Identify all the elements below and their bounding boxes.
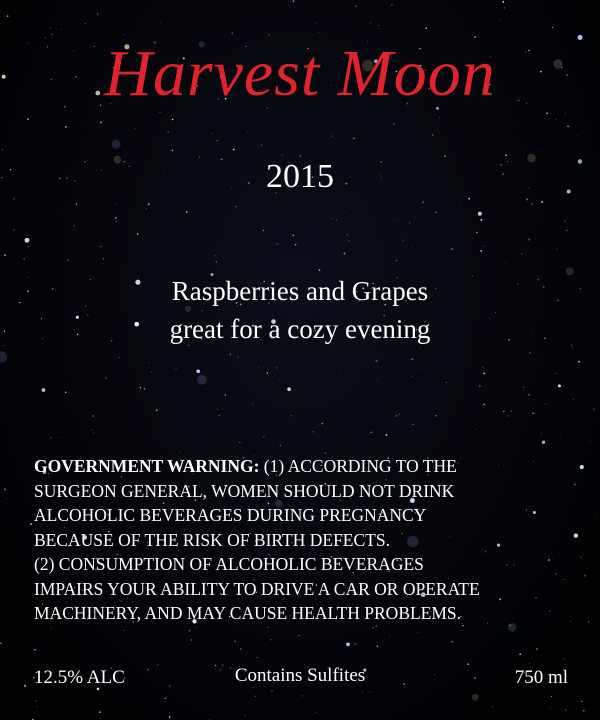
star (172, 150, 174, 152)
warning-line-6: IMPAIRS YOUR ABILITY TO DRIVE A CAR OR OPERATE (34, 578, 480, 599)
star (574, 533, 578, 537)
star (394, 220, 395, 221)
star (492, 706, 493, 707)
star (7, 15, 8, 16)
star (378, 25, 379, 26)
star (566, 230, 568, 232)
star (411, 246, 412, 247)
star (578, 361, 580, 363)
star (213, 419, 214, 420)
star (298, 635, 299, 636)
star (161, 22, 162, 23)
star (151, 371, 152, 372)
star (140, 387, 141, 388)
star (377, 381, 378, 382)
star (85, 23, 86, 24)
star (252, 404, 253, 405)
star (144, 388, 145, 389)
star (233, 149, 235, 151)
star (268, 627, 269, 628)
star (100, 246, 102, 248)
star (239, 442, 240, 443)
warning-text-1: (1) ACCORDING TO THE (259, 456, 457, 476)
star (385, 434, 387, 436)
star (277, 243, 278, 244)
star (475, 429, 476, 430)
star (50, 437, 52, 439)
star (225, 394, 226, 395)
star (28, 246, 29, 247)
star (451, 641, 453, 643)
star (270, 639, 271, 640)
star (476, 232, 478, 234)
star (402, 240, 403, 241)
star (34, 649, 36, 651)
star-glow (472, 694, 479, 701)
star (215, 255, 216, 256)
star (528, 394, 530, 396)
star (564, 220, 565, 221)
star (293, 0, 295, 2)
star (580, 465, 584, 469)
star (564, 658, 565, 659)
star (258, 367, 259, 368)
star (593, 409, 594, 410)
star (588, 621, 589, 622)
star (100, 121, 102, 123)
star (446, 382, 447, 383)
star (35, 700, 37, 702)
warning-line-1 (34, 454, 574, 479)
star (439, 117, 440, 118)
star (369, 691, 370, 692)
star (370, 22, 371, 23)
star (486, 117, 487, 118)
star (189, 630, 190, 631)
star (240, 648, 242, 650)
star (99, 711, 101, 713)
star (417, 632, 418, 633)
star (483, 246, 484, 247)
star (345, 211, 346, 212)
star (482, 367, 483, 368)
star (217, 140, 218, 141)
star (74, 225, 75, 226)
star (354, 643, 355, 644)
star (504, 7, 505, 8)
star (577, 135, 578, 136)
star (23, 258, 25, 260)
tagline-line-1: Raspberries and Grapes (171, 276, 429, 306)
star (4, 254, 6, 256)
star (479, 385, 480, 386)
star (395, 415, 397, 417)
star (186, 211, 188, 213)
star (500, 20, 501, 21)
star (42, 388, 46, 392)
star (255, 696, 256, 697)
star (502, 1, 504, 3)
star (172, 712, 173, 713)
star (376, 360, 378, 362)
star (93, 433, 94, 434)
star (508, 415, 509, 416)
star (65, 126, 67, 128)
star (230, 354, 232, 356)
warning-line-7: MACHINERY, AND MAY CAUSE HEALTH PROBLEMS. (34, 603, 462, 623)
star (267, 372, 268, 373)
star (331, 136, 332, 137)
star (13, 229, 15, 231)
star (346, 643, 350, 647)
star (519, 653, 521, 655)
star (556, 249, 557, 250)
star (435, 212, 437, 214)
star (219, 415, 220, 416)
star (116, 220, 117, 221)
star (92, 429, 93, 430)
star (483, 372, 485, 374)
star (347, 234, 349, 236)
star (50, 28, 51, 29)
star (65, 392, 67, 394)
star (542, 441, 545, 444)
star (532, 412, 534, 414)
star (480, 219, 482, 221)
star (51, 627, 52, 628)
star (2, 149, 3, 150)
star (550, 707, 551, 708)
star-glow (0, 351, 7, 362)
star (330, 350, 331, 351)
star (293, 235, 295, 237)
star (58, 437, 59, 438)
star (344, 253, 346, 255)
star (521, 253, 522, 254)
star (215, 428, 216, 429)
star (148, 203, 150, 205)
star (103, 258, 104, 259)
star (216, 261, 217, 262)
warning-line-3: ALCOHOLIC BEVERAGES DURING PREGNANCY (34, 505, 427, 525)
star (510, 410, 512, 412)
star (115, 217, 117, 219)
star (61, 29, 62, 30)
star (556, 373, 557, 374)
star (271, 690, 272, 691)
star (541, 150, 542, 151)
star (558, 384, 561, 387)
star (370, 432, 372, 434)
star (301, 695, 302, 696)
vintage-year: 2015 (266, 158, 334, 195)
star (412, 424, 413, 425)
government-warning (34, 454, 574, 626)
star (276, 367, 277, 368)
star (295, 244, 297, 246)
star (574, 484, 576, 486)
star (573, 399, 574, 400)
star (422, 201, 423, 202)
star (319, 269, 321, 271)
star (263, 230, 264, 231)
star (432, 134, 433, 135)
star (541, 201, 543, 203)
star (37, 707, 38, 708)
star (245, 715, 246, 716)
tagline (0, 272, 600, 348)
star (581, 701, 582, 702)
star (421, 368, 422, 369)
star (135, 128, 136, 129)
star (451, 248, 452, 249)
star (596, 514, 597, 515)
star (176, 369, 177, 370)
star (7, 498, 8, 499)
star (332, 218, 333, 219)
star (172, 119, 174, 121)
star (261, 144, 263, 146)
star (529, 352, 531, 354)
star (536, 648, 538, 650)
star (92, 415, 94, 417)
star (545, 403, 546, 404)
star (236, 206, 237, 207)
star (137, 233, 139, 235)
star (196, 627, 197, 628)
star (287, 387, 291, 391)
star (256, 657, 257, 658)
star (165, 698, 166, 699)
star (590, 441, 591, 442)
star (149, 362, 150, 363)
star (532, 127, 533, 128)
star (284, 260, 285, 261)
star (567, 125, 569, 127)
star (67, 259, 69, 261)
wine-title: Harvest Moon (104, 37, 496, 110)
star (316, 712, 317, 713)
star (4, 488, 6, 490)
star (280, 445, 282, 447)
star (560, 437, 561, 438)
star (169, 716, 171, 718)
warning-line-5: (2) CONSUMPTION OF ALCOHOLIC BEVERAGES (34, 554, 424, 574)
star (191, 639, 193, 641)
warning-line-4: BECAUSE OF THE RISK OF BIRTH DEFECTS. (34, 529, 390, 550)
star (291, 415, 293, 417)
star (503, 411, 504, 412)
star (555, 119, 556, 120)
star (396, 260, 397, 261)
star (235, 641, 236, 642)
star (180, 452, 181, 453)
star (459, 203, 460, 204)
star (435, 415, 437, 417)
star (378, 432, 379, 433)
star (217, 409, 218, 410)
star (523, 387, 524, 388)
star (412, 376, 413, 377)
star (399, 414, 400, 415)
star (146, 208, 147, 209)
star (85, 6, 86, 7)
star (551, 696, 552, 697)
star (247, 132, 248, 133)
star (124, 630, 125, 631)
star (156, 409, 158, 411)
star (565, 709, 566, 710)
alcohol-content: 12.5% ALC (34, 667, 125, 688)
star (0, 642, 1, 643)
star (105, 377, 107, 379)
star (119, 357, 120, 358)
star (552, 27, 553, 28)
warning-heading: GOVERNMENT WARNING: (34, 456, 260, 476)
star (339, 373, 340, 374)
star (580, 556, 582, 558)
star-glow (112, 140, 121, 149)
star (478, 212, 482, 216)
star (377, 645, 379, 647)
star (97, 13, 98, 14)
star (168, 131, 169, 132)
star (541, 433, 542, 434)
star (528, 239, 530, 241)
star (312, 431, 314, 433)
star (336, 219, 337, 220)
star (25, 238, 30, 243)
star (583, 710, 585, 712)
star-glow (197, 375, 207, 385)
tagline-line-2: great for a cozy evening (169, 314, 431, 344)
star (389, 636, 390, 637)
star (425, 27, 427, 29)
star (362, 692, 363, 693)
star (393, 123, 395, 125)
star (116, 204, 117, 205)
star (411, 358, 413, 360)
star (212, 133, 213, 134)
star (391, 4, 392, 5)
star (409, 222, 410, 223)
sulfites-notice: Contains Sulfites (234, 665, 366, 686)
star (27, 118, 29, 120)
star (480, 250, 482, 252)
star (316, 23, 317, 24)
star (355, 6, 356, 7)
star (353, 138, 354, 139)
star (238, 356, 239, 357)
star (584, 575, 586, 577)
star (372, 627, 373, 628)
star (531, 203, 532, 204)
star (263, 436, 264, 437)
star (30, 523, 32, 525)
star (483, 404, 485, 406)
star (196, 370, 200, 374)
star (348, 240, 349, 241)
star (76, 203, 77, 204)
star (318, 32, 319, 33)
warning-line-2: SURGEON GENERAL, WOMEN SHOULD NOT DRINK (34, 480, 455, 501)
star (505, 262, 506, 263)
star (321, 423, 323, 425)
bottle-volume: 750 ml (514, 667, 568, 688)
star (279, 380, 280, 381)
